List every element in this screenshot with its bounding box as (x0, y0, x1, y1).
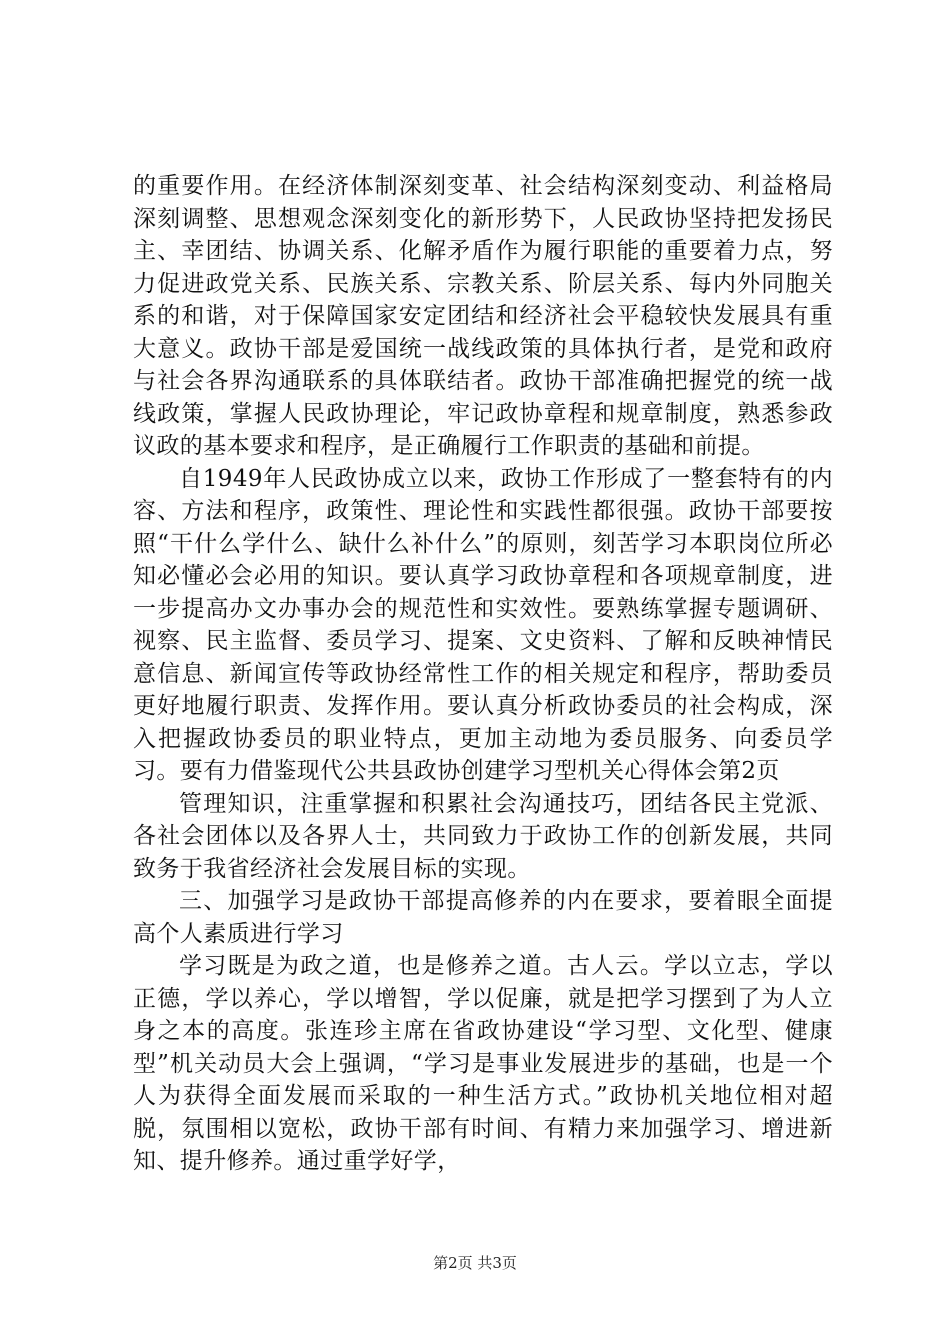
paragraph-2: 自1949年人民政协成立以来，政协工作形成了一整套特有的内容、方法和程序，政策性、理论性和实践性都很强。政协干部要按照“干什么学什么、缺什么补什么”的原则，刻苦学习本职岗位所必知必懂必会必用的知识。要认真学习政协章程和各项规章制度，进一步提高办文办事办会的规范性和实效性。要熟练掌握专题调研、视察、民主监督、委员学习、提案、文史资料、了解和反映神情民意信息、新闻宣传等政协经常性工作的相关规定和程序，帮助委员更好地履行职责、发挥作用。要认真分析政协委员的社会构成，深入把握政协委员的职业特点，更加主动地为委员服务、向委员学习。要有力借鉴现代公共县政协创建学习型机关心得体会第2页 (133, 465, 833, 784)
document-body (133, 170, 833, 1178)
paragraph-1: 的重要作用。在经济体制深刻变革、社会结构深刻变动、利益格局深刻调整、思想观念深刻变化的新形势下，人民政协坚持把发扬民主、幸团结、协调关系、化解矛盾作为履行职能的重要着力点，努力促进政党关系、民族关系、宗教关系、阶层关系、每内外同胞关系的和谐，对于保障国家安定团结和经济社会平稳较快发展具有重大意义。政协干部是爱国统一战线政策的具体执行者，是党和政府与社会各界沟通联系的具体联结者。政协干部准确把握党的统一战线政策，掌握人民政协理论，牢记政协章程和规章制度，熟悉参政议政的基本要求和程序，是正确履行工作职责的基础和前提。 (133, 173, 833, 459)
paragraph-4: 学习既是为政之道，也是修养之道。古人云。学以立志，学以正德，学以养心，学以增智，学以促廉，就是把学习摆到了为人立身之本的高度。张连珍主席在省政协建设“学习型、文化型、健康型”机关动员大会上强调，“学习是事业发展进步的基础，也是一个人为获得全面发展而采取的一种生活方式。”政协机关地位相对超脱，氛围相以宽松，政协干部有时间、有精力来加强学习、增进新知、提升修养。通过重学好学， (133, 953, 833, 1174)
page-footer: 第2页 共3页 (433, 1254, 517, 1272)
paragraph-3: 管理知识，注重掌握和积累社会沟通技巧，团结各民主党派、各社会团体以及各界人士，共同致力于政协工作的创新发展，共同致务于我省经济社会发展目标的实现。 (133, 790, 833, 882)
section-heading-3: 三、加强学习是政协干部提高修养的内在要求，要着眼全面提高个人素质进行学习 (133, 888, 833, 947)
